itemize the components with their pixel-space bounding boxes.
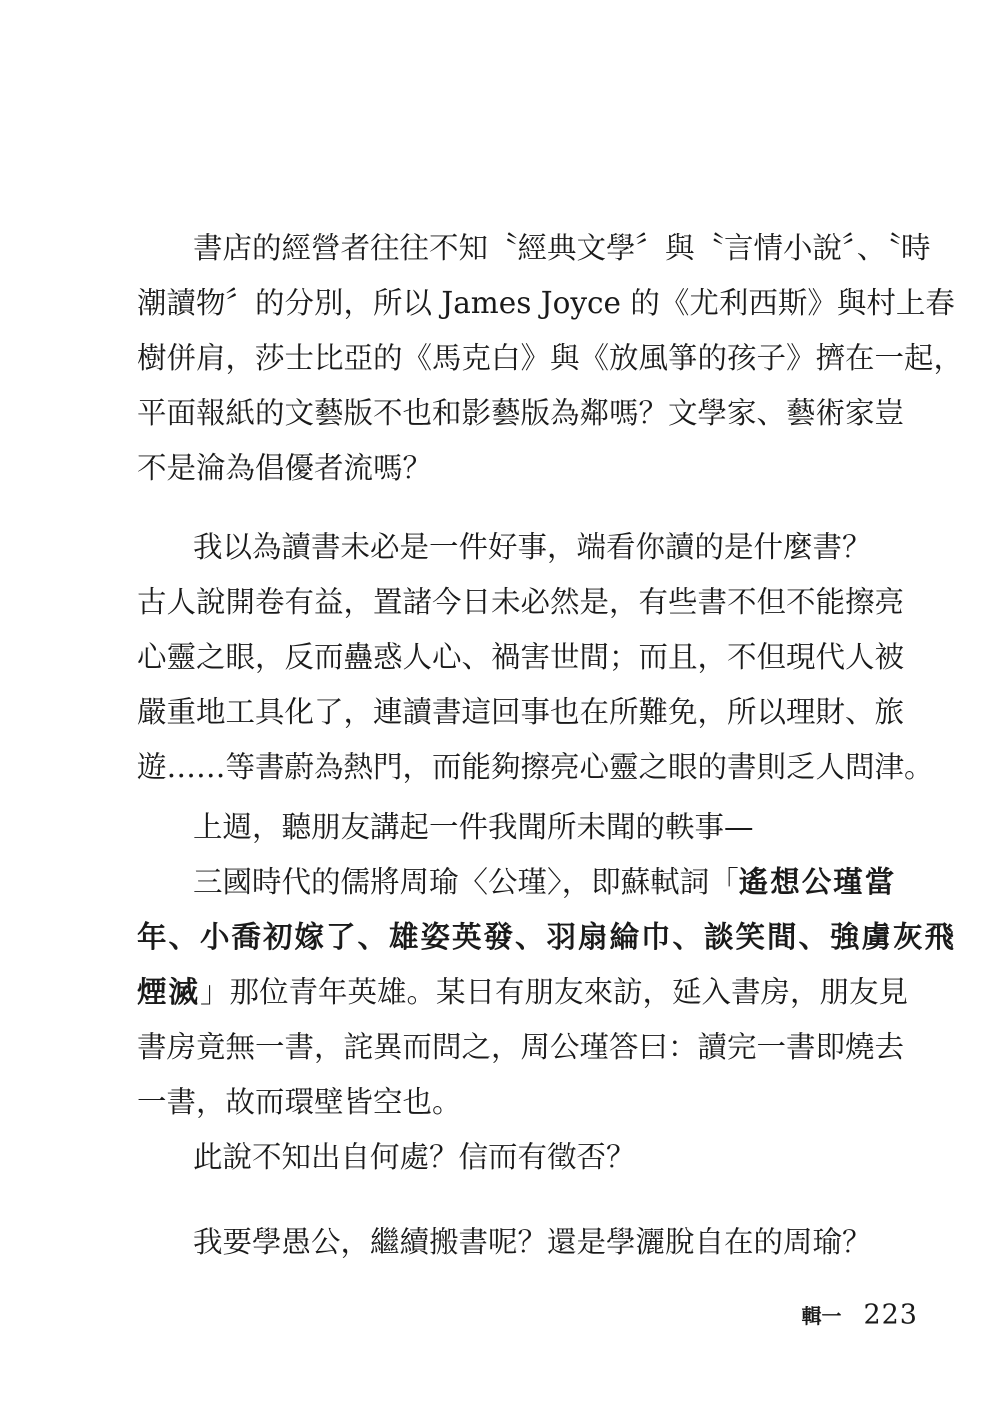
body-text-line	[137, 915, 957, 959]
body-text-line: 古人說開卷有益，置諸今日未必然是，有些書不但不能擦亮	[137, 585, 905, 619]
body-text-line: 平面報紙的文藝版不也和影藝版為鄰嗎？文學家、藝術家豈	[137, 396, 905, 430]
page-footer	[801, 1295, 918, 1335]
body-text-line: 遊……等書蔚為熱門，而能夠擦亮心靈之眼的書則乏人問津。	[137, 750, 934, 784]
quoted-poem: 年、小喬初嫁了、雄姿英發、羽扇綸巾、談笑間、強虜灰飛	[137, 919, 957, 954]
section-label: 輯一	[801, 1303, 842, 1328]
page-number: 223	[863, 1299, 918, 1331]
quoted-poem: 遙想公瑾當	[738, 864, 897, 899]
body-text-line: 我要學愚公，繼續搬書呢？還是學灑脫自在的周瑜？	[193, 1225, 872, 1259]
body-text-line: 書房竟無一書，詫異而問之，周公瑾答曰：讀完一書即燒去	[137, 1030, 905, 1064]
body-text-line: 潮讀物〞的分別，所以 James Joyce 的《尤利西斯》與村上春	[137, 286, 955, 320]
body-text-line: 不是淪為倡優者流嗎？	[137, 451, 433, 485]
body-text-line	[137, 970, 909, 1014]
body-text-line: 書店的經營者往往不知〝經典文學〞與〝言情小說〞、〝時	[193, 231, 931, 265]
body-text-line: 上週，聽朋友講起一件我聞所未聞的軼事—	[193, 810, 754, 844]
body-text: 三國時代的儒將周瑜〈公瑾〉，即蘇軾詞「	[193, 865, 739, 899]
body-text-line: 嚴重地工具化了，連讀書這回事也在所難免，所以理財、旅	[137, 695, 905, 729]
body-text-line: 心靈之眼，反而蠱惑人心、禍害世間；而且，不但現代人被	[137, 640, 905, 674]
body-text-line: 此說不知出自何處？信而有徵否？	[193, 1140, 636, 1174]
body-text-line: 我以為讀書未必是一件好事，端看你讀的是什麼書？	[193, 530, 872, 564]
body-text-line: 樹併肩，莎士比亞的《馬克白》與《放風箏的孩子》擠在一起，	[137, 341, 964, 375]
quoted-poem: 煙滅	[137, 974, 201, 1009]
body-text: 」那位青年英雄。某日有朋友來訪，延入書房，朋友見	[200, 975, 909, 1009]
body-text-line: 一書，故而環壁皆空也。	[137, 1085, 462, 1119]
body-text-line	[193, 860, 897, 904]
